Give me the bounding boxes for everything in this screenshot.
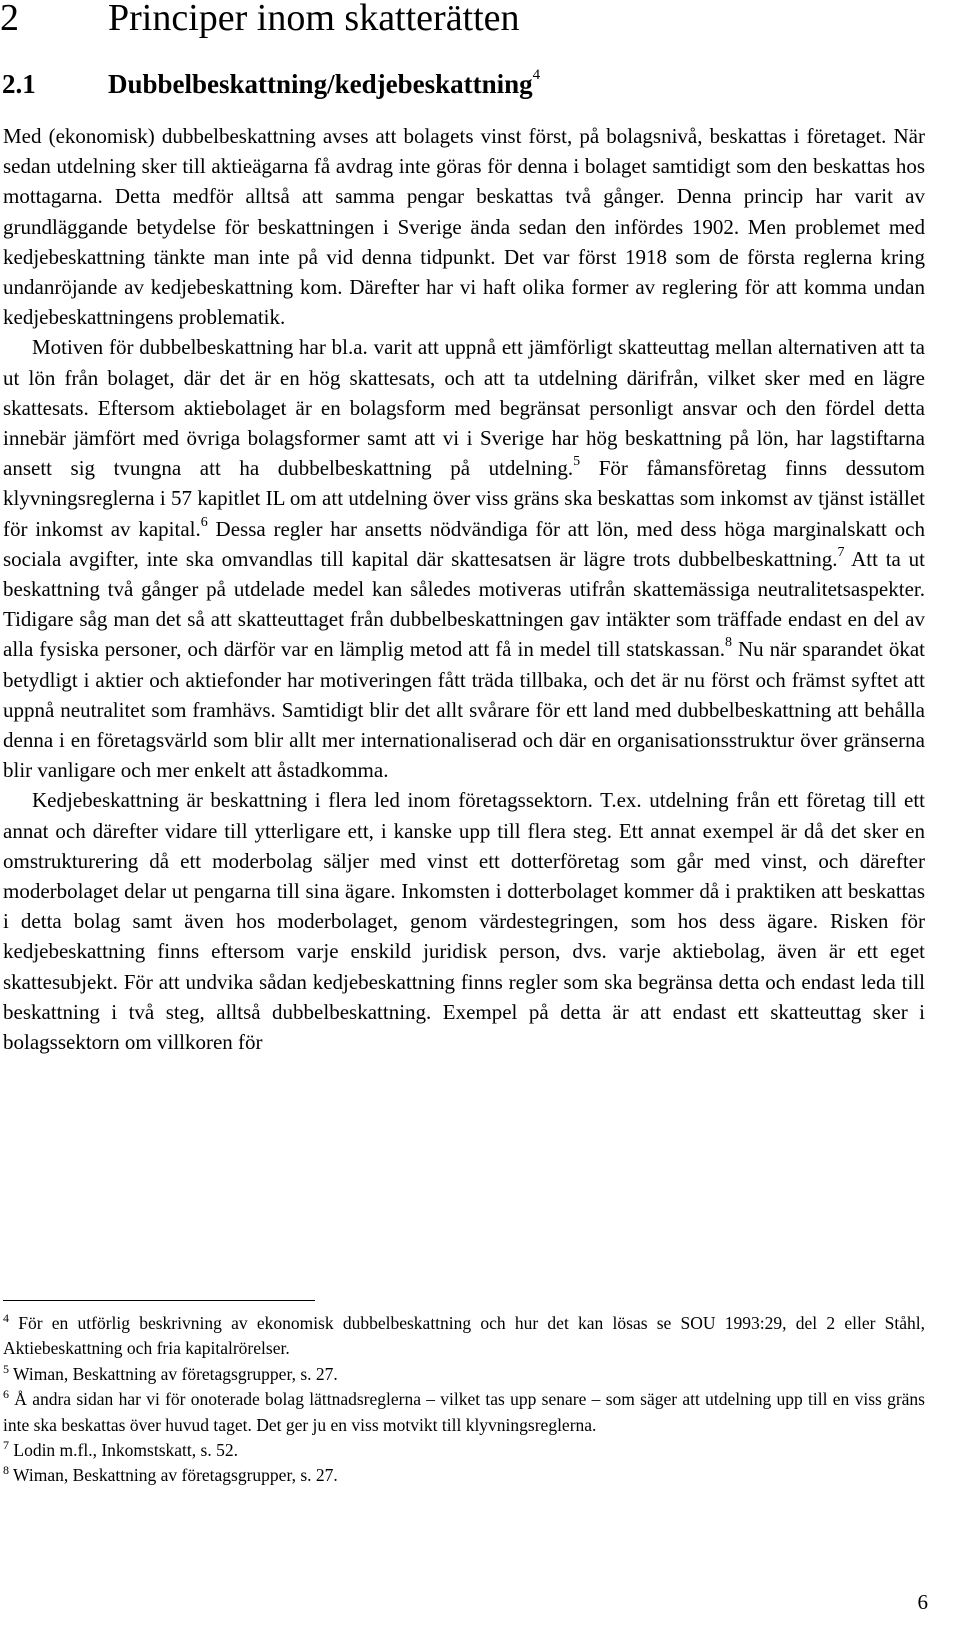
footnote xyxy=(3,1463,925,1488)
page-number: 6 xyxy=(917,1590,928,1614)
chapter-number: 2 xyxy=(0,0,19,39)
footnote-number: 7 xyxy=(3,1438,9,1453)
paragraph-1 xyxy=(3,121,925,332)
footnote-divider xyxy=(3,1300,315,1301)
paragraph-text: Dessa regler har ansetts nödvändiga för att lön, med dess höga marginalskatt och sociala avgifter, inte ska omvandlas till kapital där skattesatsen är lägre trots dubbelbeskattning. xyxy=(3,516,925,571)
footnote-ref: 6 xyxy=(200,514,208,530)
footnote xyxy=(3,1387,925,1438)
section-title: Dubbelbeskattning/kedjebeskattning xyxy=(108,69,533,99)
footnote xyxy=(3,1438,925,1463)
footnote-ref: 4 xyxy=(532,67,541,83)
paragraph-text: Kedjebeskattning är beskattning i flera led inom företagssektorn. T.ex. utdelning från ett företag till ett annat och därefter vidare till ytterligare ett, i kanske upp till flera steg. Ett annat exempel är då det sker en omstrukturering då ett moderbolag säljer med vinst ett dotterföretag som går med vinst, och därefter moderbolaget delar ut pengarna till sina ägare. Inkomsten i dotterbolaget kommer då i praktiken att beskattas i detta bolag samt även hos moderbolaget, genom värdestegringen, som hos dess ägare. Risken för kedjebeskattning finns eftersom varje enskild juridisk person, dvs. varje aktiebolag, även är ett eget skattesubjekt. För att undvika sådan kedjebeskattning finns regler som ska begränsa detta och endast leda till beskattning i två steg, alltså dubbelbeskattning. Exempel på detta är att endast ett skatteuttag sker i bolagssektorn om villkoren för xyxy=(3,788,925,1055)
footnote-number: 4 xyxy=(3,1311,9,1325)
chapter-heading xyxy=(0,0,520,38)
body-text xyxy=(3,121,925,1057)
footnote-text: För en utförlig beskrivning av ekonomisk dubbelbeskattning och hur det kan lösas se SOU 1993:29, del 2 eller Ståhl, Aktiebeskattning och fria kapitalrörelser. xyxy=(3,1313,925,1359)
chapter-title: Principer inom skatterätten xyxy=(108,0,520,39)
footnote-number: 6 xyxy=(3,1387,9,1402)
footnote-text: Å andra sidan har vi för onoterade bolag lättnadsreglerna – vilket tas upp senare – som säger att utdelning upp till en viss gräns inte ska beskattas över huvud taget. Det ger ju en viss motvikt till klyvningsreglerna. xyxy=(3,1389,925,1435)
footnote-text: Wiman, Beskattning av företagsgrupper, s. 27. xyxy=(9,1465,338,1486)
paragraph-3 xyxy=(3,785,925,1057)
footnote-number: 8 xyxy=(3,1463,9,1478)
footnote-ref: 7 xyxy=(837,544,845,560)
paragraph-text: Att ta ut beskattning två gånger på utdelade medel kan således motiveras utifrån skattemässiga neutralitetsaspekter. Tidigare såg man det så att skatteuttaget från dubbelbeskattningen gav intäkter som träffade endast en del av alla fysiska personer, och därför var en lämplig metod att få in medel till statskassan. xyxy=(3,546,925,662)
footnote-ref: 8 xyxy=(724,635,732,651)
footnote xyxy=(3,1362,925,1387)
section-number: 2.1 xyxy=(2,69,36,99)
footnote-text: Wiman, Beskattning av företagsgrupper, s. 27. xyxy=(9,1363,338,1384)
footnote-number: 5 xyxy=(3,1361,9,1376)
footnotes xyxy=(3,1311,925,1489)
footnote-ref: 5 xyxy=(573,454,581,470)
paragraph-text: Med (ekonomisk) dubbelbeskattning avses att bolagets vinst först, på bolagsnivå, beskattas i företaget. När sedan utdelning sker till aktieägarna få avdrag inte göras för denna i bolaget samtidigt som den beskattas hos mottagarna. Detta medför alltså att samma pengar beskattas två gånger. Denna princip har varit av grundläggande betydelse för beskattningen i Sverige ända sedan den infördes 1902. Men problemet med kedjebeskattning tänkte man inte på vid denna tidpunkt. Det var först 1918 som de första reglerna kring undanröjande av kedjebeskattning kom. Därefter har vi haft olika former av reglering för att komma undan kedjebeskattningens problematik. xyxy=(3,124,925,330)
section-heading xyxy=(2,67,540,101)
paragraph-text: För fåmansföretag finns dessutom klyvningsreglerna i 57 kapitlet IL om att utdelning över viss gräns ska beskattas som inkomst av tjänst istället för inkomst av kapital. xyxy=(3,456,925,541)
paragraph-2 xyxy=(3,332,925,785)
footnote xyxy=(3,1311,925,1362)
footnote-text: Lodin m.fl., Inkomstskatt, s. 52. xyxy=(9,1440,238,1461)
paragraph-text: Motiven för dubbelbeskattning har bl.a. varit att uppnå ett jämförligt skatteuttag mellan alternativen att ta ut lön från bolaget, där det är en hög skattesats, och att ta utdelning därifrån, vilket sker med en lägre skattesats. Eftersom aktiebolaget är en bolagsform med begränsat personligt ansvar och den fördel detta innebär jämfört med övriga bolagsformer samt att vi i Sverige har hög beskattning på lön, har lagstiftarna ansett sig tvungna att ha dubbelbeskattning på utdelning. xyxy=(3,335,925,481)
paragraph-text: Nu när sparandet ökat betydligt i aktier och aktiefonder har motiveringen fått träda tillbaka, och det är nu först och främst syftet att uppnå neutralitet som framhävs. Samtidigt blir det allt svårare för ett land med dubbelbeskattning att behålla denna i en företagsvärld som blir allt mer internationaliserad och där en organisationsstruktur över gränserna blir vanligare och mer enkelt att åstadkomma. xyxy=(3,637,925,783)
